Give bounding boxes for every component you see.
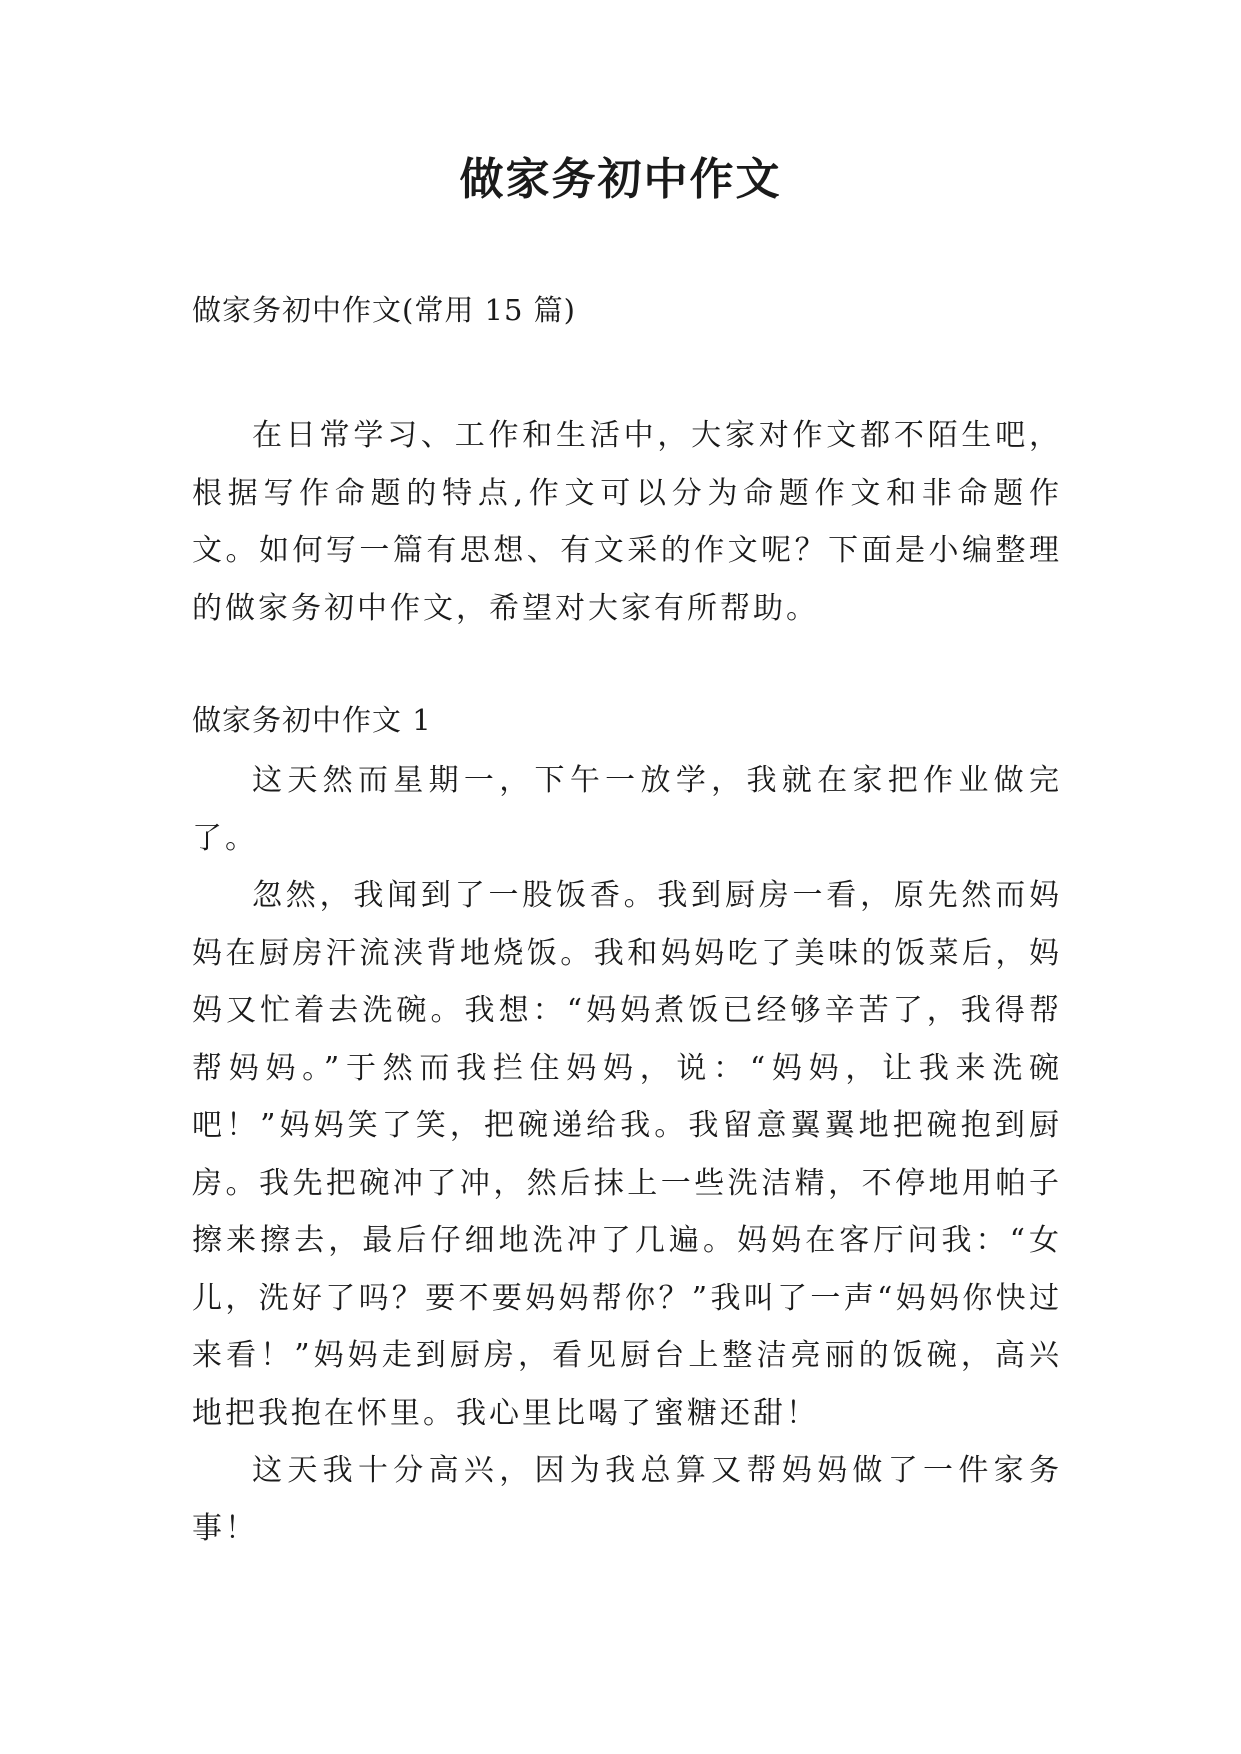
intro-paragraph: 在日常学习、工作和生活中，大家对作文都不陌生吧，根据写作命题的特点,作文可以分为命题作文和非命题作文。如何写一篇有思想、有文采的作文呢？下面是小编整理的做家务初中作文，希望对大家有所帮助。 [192, 418, 1062, 626]
page-title: 做家务初中作文 [459, 154, 782, 205]
essay-heading: 做家务初中作文 1 [192, 703, 432, 737]
essay-body [192, 752, 1062, 1557]
essay-paragraph: 这天我十分高兴，因为我总算又帮妈妈做了一件家务事！ [192, 1453, 1062, 1546]
essay-paragraph: 这天然而星期一，下午一放学，我就在家把作业做完了。 [192, 763, 1062, 856]
essay-paragraph: 忽然，我闻到了一股饭香。我到厨房一看，原先然而妈妈在厨房汗流浃背地烧饭。我和妈妈吃了美味的饭菜后，妈妈又忙着去洗碗。我想：“妈妈煮饭已经够辛苦了，我得帮帮妈妈。”于然而我拦住妈妈，说：“妈妈，让我来洗碗吧！”妈妈笑了笑，把碗递给我。我留意翼翼地把碗抱到厨房。我先把碗冲了冲，然后抹上一些洗洁精，不停地用帕子擦来擦去，最后仔细地洗冲了几遍。妈妈在客厅问我：“女儿，洗好了吗？要不要妈妈帮你？”我叫了一声“妈妈你快过来看！”妈妈走到厨房，看见厨台上整洁亮丽的饭碗，高兴地把我抱在怀里。我心里比喝了蜜糖还甜！ [192, 878, 1062, 1431]
document-subtitle: 做家务初中作文(常用 15 篇) [192, 293, 576, 327]
intro-block [192, 407, 1062, 637]
